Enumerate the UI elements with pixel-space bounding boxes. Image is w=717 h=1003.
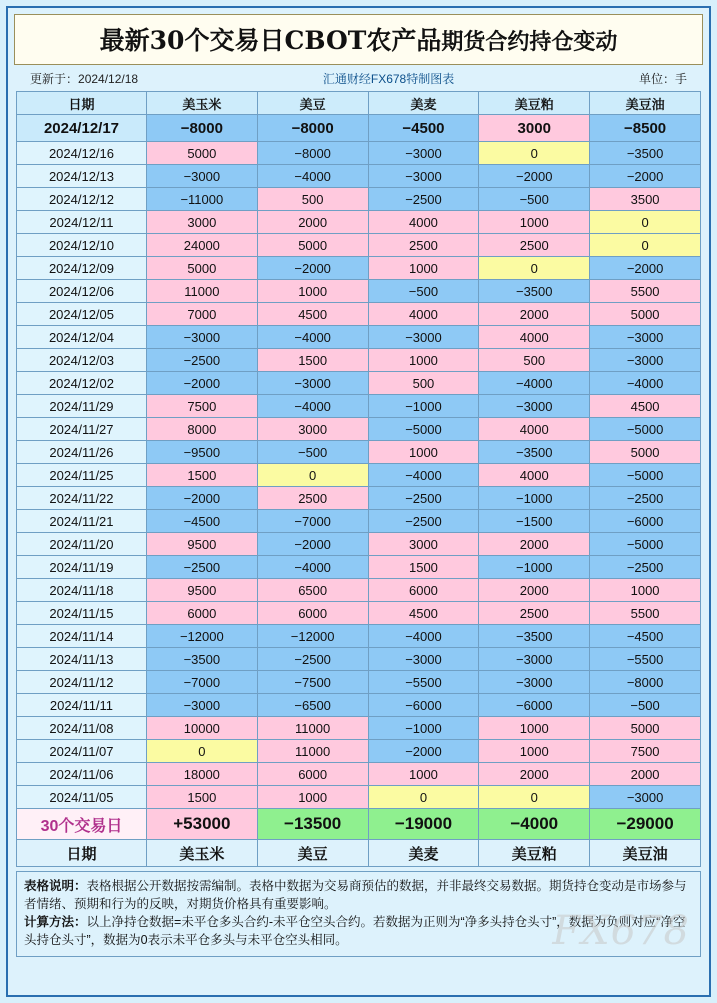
notes-box	[16, 871, 701, 957]
foot-header-soybean: 美豆	[257, 840, 368, 867]
cell-value: 1000	[368, 441, 479, 464]
cell-value: 2000	[479, 579, 590, 602]
cell-value: −2000	[590, 257, 701, 280]
table-row	[17, 349, 701, 372]
cell-value: −1000	[368, 717, 479, 740]
table-row	[17, 763, 701, 786]
cell-value: 8000	[146, 418, 257, 441]
cell-value: 2500	[368, 234, 479, 257]
cell-value: 4000	[368, 211, 479, 234]
cell-value: −1000	[368, 395, 479, 418]
cell-value: 6000	[257, 602, 368, 625]
cell-value: −5000	[590, 464, 701, 487]
cell-date: 2024/12/02	[17, 372, 147, 395]
total-wheat: −19000	[368, 809, 479, 840]
cell-value: 2000	[479, 303, 590, 326]
table-row	[17, 625, 701, 648]
cell-value: 0	[590, 234, 701, 257]
cell-value: 3000	[368, 533, 479, 556]
cell-value: 7000	[146, 303, 257, 326]
cell-value: −3000	[368, 648, 479, 671]
cell-date: 2024/12/11	[17, 211, 147, 234]
cell-date: 2024/12/04	[17, 326, 147, 349]
cell-value: −6000	[479, 694, 590, 717]
table-row	[17, 165, 701, 188]
cell-date: 2024/11/11	[17, 694, 147, 717]
cell-value: −8000	[590, 671, 701, 694]
cell-value: −5500	[368, 671, 479, 694]
cell-value: −2500	[368, 510, 479, 533]
title-box	[14, 14, 703, 65]
cell-value: −2500	[146, 349, 257, 372]
watermark: FX678	[552, 907, 690, 954]
update-info: 更新于：2024/12/18	[30, 72, 139, 86]
cell-value: 500	[479, 349, 590, 372]
cell-value: −500	[590, 694, 701, 717]
cell-value: −3000	[146, 165, 257, 188]
foot-header-corn: 美玉米	[146, 840, 257, 867]
table-row	[17, 441, 701, 464]
foot-header-soymeal: 美豆粕	[479, 840, 590, 867]
cell-value: 1000	[368, 349, 479, 372]
note-description-label: 表格说明：	[24, 879, 87, 893]
col-header-soymeal: 美豆粕	[479, 92, 590, 115]
table-header-row	[17, 92, 701, 115]
cell-value: 4000	[479, 418, 590, 441]
cell-value: 4000	[479, 464, 590, 487]
cell-value: −2000	[479, 165, 590, 188]
cell-date: 2024/12/13	[17, 165, 147, 188]
cell-value: 9500	[146, 579, 257, 602]
col-header-wheat: 美麦	[368, 92, 479, 115]
cell-value: −2500	[146, 556, 257, 579]
total-soybean: −13500	[257, 809, 368, 840]
cell-date: 2024/11/25	[17, 464, 147, 487]
cell-value: −4000	[257, 395, 368, 418]
table-row	[17, 142, 701, 165]
cell-date: 2024/11/18	[17, 579, 147, 602]
cell-value: 1500	[368, 556, 479, 579]
cell-date: 2024/12/12	[17, 188, 147, 211]
cell-value: 5000	[590, 441, 701, 464]
cell-date: 2024/11/21	[17, 510, 147, 533]
cell-value: −8500	[590, 115, 701, 142]
cell-value: 500	[368, 372, 479, 395]
cell-value: 1000	[368, 257, 479, 280]
cell-value: 6500	[257, 579, 368, 602]
cell-value: −2000	[590, 165, 701, 188]
cell-value: 3500	[590, 188, 701, 211]
table-row	[17, 740, 701, 763]
cell-value: 5000	[257, 234, 368, 257]
cell-value: −4000	[257, 165, 368, 188]
note-description	[24, 877, 693, 913]
chart-frame	[6, 6, 711, 997]
table-row	[17, 510, 701, 533]
cell-value: −7500	[257, 671, 368, 694]
cell-value: −5000	[590, 533, 701, 556]
cell-value: −8000	[257, 142, 368, 165]
table-row	[17, 326, 701, 349]
cell-value: −500	[257, 441, 368, 464]
cell-value: −1500	[479, 510, 590, 533]
cell-date: 2024/12/06	[17, 280, 147, 303]
cell-value: 4500	[257, 303, 368, 326]
table-row	[17, 533, 701, 556]
cell-value: 2500	[479, 602, 590, 625]
cell-value: 11000	[257, 717, 368, 740]
cell-value: −2000	[146, 372, 257, 395]
source-label: 汇通财经FX678特制图表	[322, 72, 455, 86]
cell-date: 2024/11/14	[17, 625, 147, 648]
cell-date: 2024/11/26	[17, 441, 147, 464]
cell-value: −3500	[479, 280, 590, 303]
cell-date: 2024/11/13	[17, 648, 147, 671]
table-row	[17, 234, 701, 257]
cell-value: 3000	[146, 211, 257, 234]
cell-value: −4500	[146, 510, 257, 533]
cell-value: −3000	[590, 786, 701, 809]
cell-value: −2500	[368, 487, 479, 510]
table-row	[17, 115, 701, 142]
cell-value: −8000	[146, 115, 257, 142]
cell-value: 5500	[590, 602, 701, 625]
col-header-soybean: 美豆	[257, 92, 368, 115]
table-body	[17, 115, 701, 809]
cell-value: 1000	[479, 211, 590, 234]
cell-value: 2500	[257, 487, 368, 510]
cell-value: 1500	[146, 464, 257, 487]
page-title: 最新30个交易日CBOT农产品期货合约持仓变动	[99, 26, 618, 55]
cell-value: 1000	[479, 740, 590, 763]
cell-value: −3000	[590, 349, 701, 372]
cell-value: −4500	[368, 115, 479, 142]
cell-value: −3000	[368, 326, 479, 349]
table-row	[17, 211, 701, 234]
table-row	[17, 188, 701, 211]
cell-value: −3500	[590, 142, 701, 165]
cell-value: 2000	[479, 763, 590, 786]
cell-date: 2024/12/10	[17, 234, 147, 257]
cell-date: 2024/11/29	[17, 395, 147, 418]
cell-value: 5000	[590, 303, 701, 326]
cell-value: −3000	[479, 395, 590, 418]
cell-value: −2500	[590, 556, 701, 579]
cell-date: 2024/12/05	[17, 303, 147, 326]
cell-value: −9500	[146, 441, 257, 464]
col-header-corn: 美玉米	[146, 92, 257, 115]
cell-value: 5000	[590, 717, 701, 740]
total-soyoil: −29000	[590, 809, 701, 840]
cell-value: −4000	[479, 372, 590, 395]
cell-value: −6500	[257, 694, 368, 717]
cell-value: 0	[479, 786, 590, 809]
cell-date: 2024/11/07	[17, 740, 147, 763]
cell-value: 4500	[590, 395, 701, 418]
cell-value: 5500	[590, 280, 701, 303]
cell-value: −7000	[257, 510, 368, 533]
cell-value: −3000	[146, 326, 257, 349]
cell-value: −3000	[257, 372, 368, 395]
cell-value: 18000	[146, 763, 257, 786]
cell-value: −3500	[479, 441, 590, 464]
cell-date: 2024/11/27	[17, 418, 147, 441]
table-row	[17, 395, 701, 418]
cell-value: 2000	[479, 533, 590, 556]
col-header-date: 日期	[17, 92, 147, 115]
cell-value: 1500	[146, 786, 257, 809]
cell-value: −1000	[479, 487, 590, 510]
cell-value: −4000	[368, 464, 479, 487]
cell-value: −8000	[257, 115, 368, 142]
cell-date: 2024/11/06	[17, 763, 147, 786]
total-label: 30个交易日	[17, 809, 147, 840]
cell-value: 500	[257, 188, 368, 211]
cell-value: −2000	[257, 257, 368, 280]
cell-value: 0	[368, 786, 479, 809]
cell-value: −3000	[479, 648, 590, 671]
cell-value: 7500	[590, 740, 701, 763]
foot-header-wheat: 美麦	[368, 840, 479, 867]
foot-header-soyoil: 美豆油	[590, 840, 701, 867]
cell-date: 2024/12/17	[17, 115, 147, 142]
cell-value: −500	[479, 188, 590, 211]
cell-value: 0	[146, 740, 257, 763]
cell-value: 11000	[257, 740, 368, 763]
cell-value: 1000	[257, 786, 368, 809]
cell-value: 4500	[368, 602, 479, 625]
cell-date: 2024/11/19	[17, 556, 147, 579]
cell-value: 2000	[257, 211, 368, 234]
cell-date: 2024/11/22	[17, 487, 147, 510]
cell-value: 7500	[146, 395, 257, 418]
table-row	[17, 303, 701, 326]
note-method	[24, 913, 693, 949]
cell-value: −6000	[590, 510, 701, 533]
cell-value: 4000	[479, 326, 590, 349]
cell-value: −3000	[590, 326, 701, 349]
cell-value: −3500	[479, 625, 590, 648]
cell-value: −4000	[257, 556, 368, 579]
cell-value: −6000	[368, 694, 479, 717]
cell-value: −4500	[590, 625, 701, 648]
cell-value: −3000	[146, 694, 257, 717]
cell-value: 0	[479, 142, 590, 165]
cell-value: 24000	[146, 234, 257, 257]
unit-label: 单位：手	[638, 72, 687, 86]
cell-value: 6000	[368, 579, 479, 602]
foot-header-date: 日期	[17, 840, 147, 867]
cell-value: 1000	[479, 717, 590, 740]
cell-value: −4000	[257, 326, 368, 349]
note-description-text: 表格根据公开数据按需编制。表格中数据为交易商预估的数据，并非最终交易数据。期货持仓变动是市场参与者情绪、预期和行为的反映，对期货价格具有重要影响。	[24, 879, 687, 912]
cell-value: −7000	[146, 671, 257, 694]
table-row	[17, 579, 701, 602]
table-row	[17, 280, 701, 303]
table-row	[17, 671, 701, 694]
cell-value: 6000	[146, 602, 257, 625]
cell-date: 2024/11/08	[17, 717, 147, 740]
cell-value: 0	[479, 257, 590, 280]
total-soymeal: −4000	[479, 809, 590, 840]
cell-date: 2024/11/15	[17, 602, 147, 625]
footer-header-row	[17, 840, 701, 867]
cell-value: 9500	[146, 533, 257, 556]
table-row	[17, 257, 701, 280]
cell-value: −3000	[479, 671, 590, 694]
cell-value: 1500	[257, 349, 368, 372]
cell-value: −3500	[146, 648, 257, 671]
col-header-soyoil: 美豆油	[590, 92, 701, 115]
table-row	[17, 717, 701, 740]
table-row	[17, 372, 701, 395]
cell-value: −4000	[368, 625, 479, 648]
table-row	[17, 694, 701, 717]
cell-value: 0	[257, 464, 368, 487]
cell-value: −12000	[257, 625, 368, 648]
cell-date: 2024/11/12	[17, 671, 147, 694]
cell-value: 5000	[146, 142, 257, 165]
cell-value: 1000	[257, 280, 368, 303]
cell-value: −5000	[368, 418, 479, 441]
cell-value: −2000	[257, 533, 368, 556]
cell-value: 0	[590, 211, 701, 234]
cell-date: 2024/11/05	[17, 786, 147, 809]
total-corn: +53000	[146, 809, 257, 840]
cell-date: 2024/11/20	[17, 533, 147, 556]
table-row	[17, 487, 701, 510]
cell-value: −2000	[368, 740, 479, 763]
cell-date: 2024/12/03	[17, 349, 147, 372]
cell-value: −4000	[590, 372, 701, 395]
cell-value: −12000	[146, 625, 257, 648]
table-row	[17, 418, 701, 441]
cell-value: −2000	[146, 487, 257, 510]
cell-value: −2500	[368, 188, 479, 211]
sub-header-bar	[12, 65, 705, 91]
cell-value: 1000	[368, 763, 479, 786]
cell-value: −3000	[368, 142, 479, 165]
total-row	[17, 809, 701, 840]
note-method-label: 计算方法：	[24, 915, 87, 930]
cell-value: 3000	[479, 115, 590, 142]
cell-value: −3000	[368, 165, 479, 188]
cell-value: 11000	[146, 280, 257, 303]
table-row	[17, 602, 701, 625]
cell-value: 1000	[590, 579, 701, 602]
table-row	[17, 556, 701, 579]
cell-value: −5000	[590, 418, 701, 441]
cell-date: 2024/12/09	[17, 257, 147, 280]
cell-value: −2500	[590, 487, 701, 510]
table-row	[17, 786, 701, 809]
cell-value: 2000	[590, 763, 701, 786]
holdings-table	[16, 91, 701, 867]
cell-value: 2500	[479, 234, 590, 257]
cell-value: −1000	[479, 556, 590, 579]
table-row	[17, 648, 701, 671]
cell-value: 4000	[368, 303, 479, 326]
cell-value: 6000	[257, 763, 368, 786]
cell-value: 10000	[146, 717, 257, 740]
cell-value: −500	[368, 280, 479, 303]
cell-value: 5000	[146, 257, 257, 280]
table-row	[17, 464, 701, 487]
cell-value: −2500	[257, 648, 368, 671]
cell-date: 2024/12/16	[17, 142, 147, 165]
cell-value: −11000	[146, 188, 257, 211]
cell-value: −5500	[590, 648, 701, 671]
cell-value: 3000	[257, 418, 368, 441]
note-method-text: 以上净持仓数据=未平仓多头合约-未平仓空头合约。若数据为正则为“净多头持仓头寸”，数据为负则对应“净空头持仓头寸”，数据为0表示未平仓多头与未平仓空头相同。	[24, 915, 686, 948]
